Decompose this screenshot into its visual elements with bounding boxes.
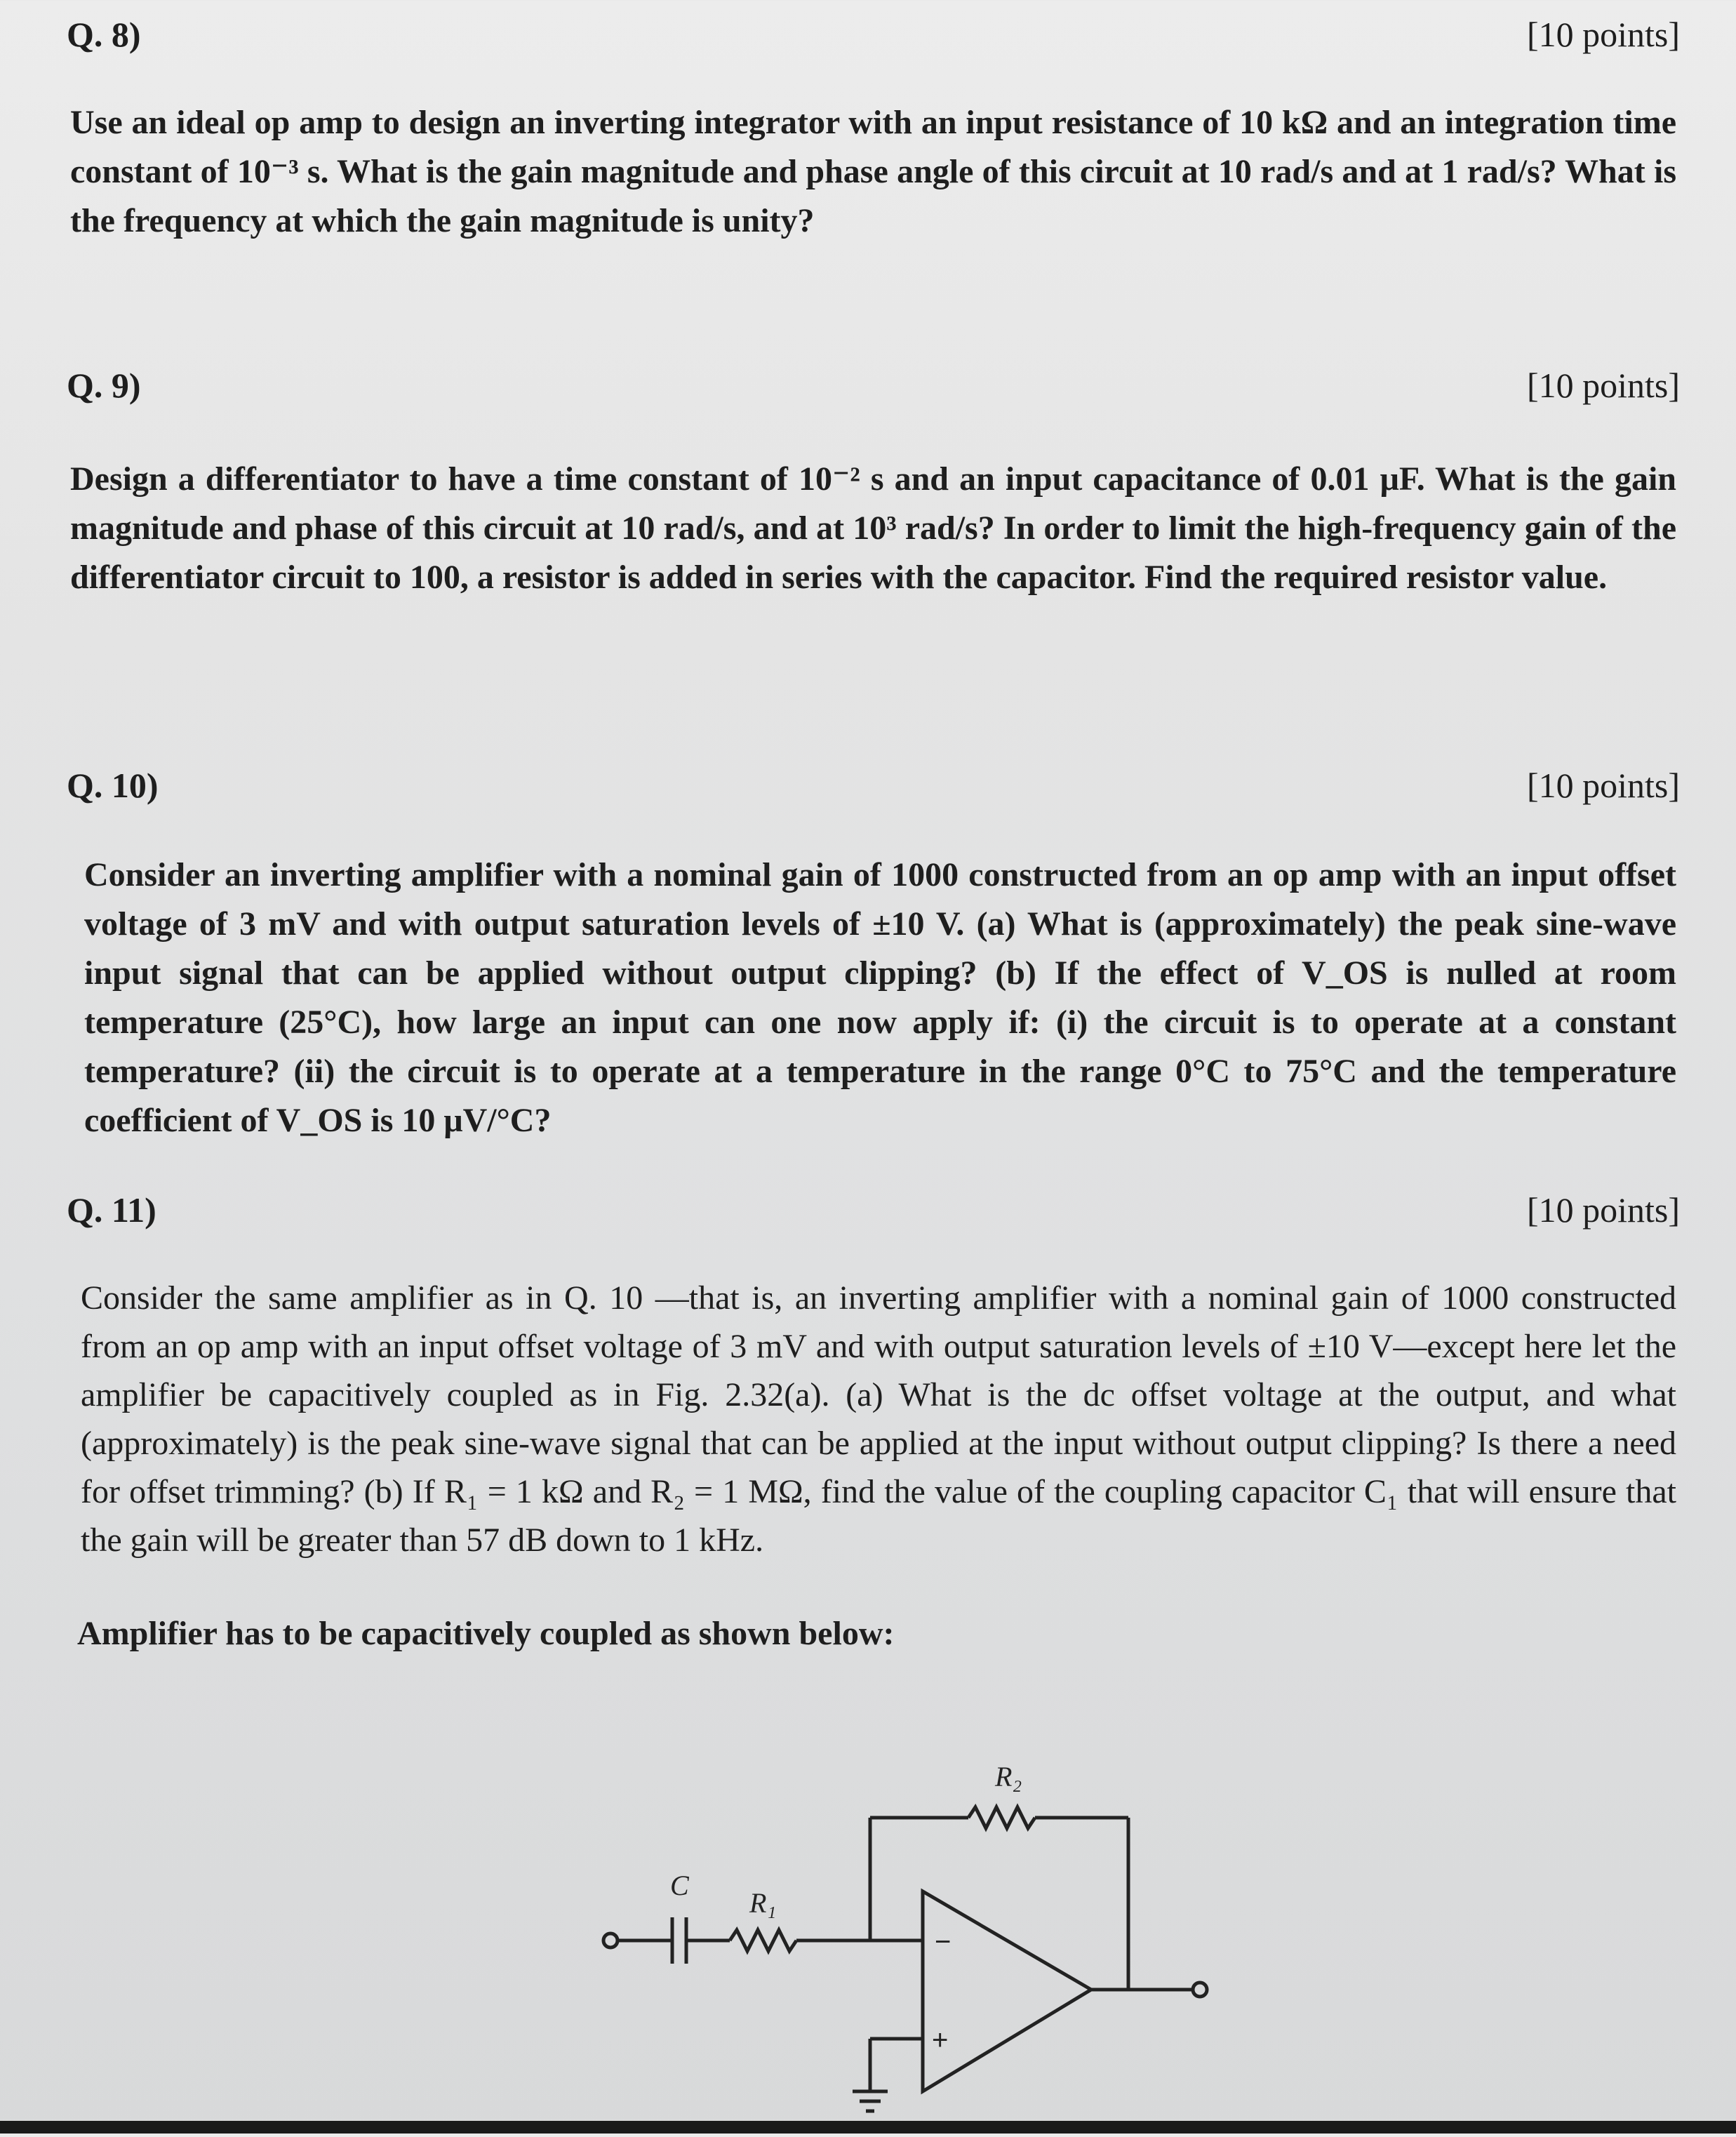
resistor-r2	[968, 1807, 1035, 1828]
q8-header	[67, 14, 1680, 55]
circuit-figure	[589, 1755, 1221, 2133]
q10-header	[67, 765, 1680, 806]
label-noninverting-input: +	[932, 2025, 949, 2056]
op-amp	[923, 1891, 1091, 2091]
output-terminal	[1193, 1983, 1207, 1997]
q10-label: Q. 10)	[67, 766, 159, 805]
label-inverting-input: −	[935, 1926, 952, 1957]
q9-label: Q. 9)	[67, 366, 141, 405]
q9-text-block	[70, 455, 1676, 602]
q9-header	[67, 365, 1680, 406]
q10-text: Consider an inverting amplifier with a nominal gain of 1000 constructed from an op amp with an input offset voltage of 3 mV and with output saturation levels of ±10 V. (a) What is (approximately) the peak sine-wave input signal that can be applied without output clipping? (b) If the effect of V_OS is nulled at room temperature (25°C), how large an input can one now apply if: (i) the circuit is to operate at a constant temperature? (ii) the circuit is to operate at a temperature in the range 0°C to 75°C and the temperature coefficient of V_OS is 10 μV/°C?	[84, 856, 1676, 1139]
q8-points: [10 points]	[1526, 15, 1680, 54]
q11-text: Consider the same amplifier as in Q. 10 —that is, an inverting amplifier with a nominal gain of 1000 constructed from an op amp with an input offset voltage of 3 mV and with output saturation levels of ±10 V—except here let the amplifier be capacitively coupled as in Fig. 2.32(a). (a) What is the dc offset voltage at the output, and what (approximately) is the peak sine-wave signal that can be applied at the input without output clipping? Is there a need for offset trimming? (b) If R₁ = 1 kΩ and R₂ = 1 MΩ, find the value of the coupling capacitor C₁ that will ensure that the gain will be greater than 57 dB down to 1 kHz.	[81, 1279, 1676, 1559]
q8-label: Q. 8)	[67, 15, 141, 54]
input-terminal	[603, 1933, 617, 1948]
q10-text-block	[84, 851, 1676, 1145]
bottom-edge	[0, 2121, 1736, 2133]
label-r1: R₁	[749, 1887, 777, 1919]
q11-label: Q. 11)	[67, 1190, 156, 1230]
q8-text-block	[70, 98, 1676, 246]
label-c: C	[670, 1870, 689, 1901]
q9-text: Design a differentiator to have a time constant of 10⁻² s and an input capacitance of 0.01 μF. What is the gain magnitude and phase of this circuit at 10 rad/s, and at 10³ rad/s? In order to limit the high-frequency gain of the differentiator circuit to 100, a resistor is added in series with the capacitor. Find the required resistor value.	[70, 460, 1676, 596]
q11-text-block	[81, 1274, 1676, 1564]
resistor-r1	[730, 1930, 796, 1951]
q11-header	[67, 1190, 1680, 1230]
circuit-diagram	[589, 1755, 1221, 2133]
q9-points: [10 points]	[1526, 366, 1680, 405]
figure-note: Amplifier has to be capacitively coupled as shown below:	[77, 1615, 895, 1652]
q10-points: [10 points]	[1526, 766, 1680, 805]
q11-points: [10 points]	[1526, 1190, 1680, 1230]
label-r2: R₂	[995, 1761, 1022, 1792]
q8-text: Use an ideal op amp to design an inverting integrator with an input resistance of 10 kΩ and an integration time constant of 10⁻³ s. What is the gain magnitude and phase angle of this circuit at 10 rad/s and at 1 rad/s? What is the frequency at which the gain magnitude is unity?	[70, 104, 1676, 239]
